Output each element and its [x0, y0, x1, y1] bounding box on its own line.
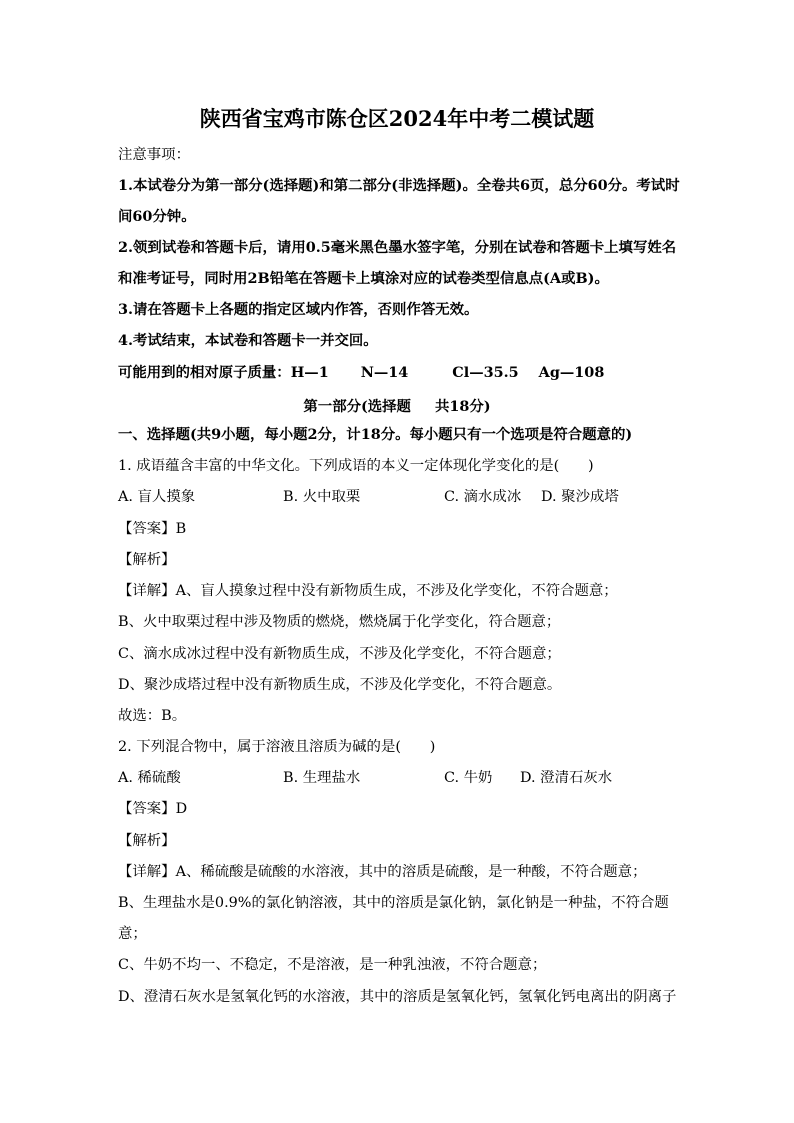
q2-detail-3: C、牛奶不均一、不稳定，不是溶液，是一种乳浊液，不符合题意； [118, 957, 547, 973]
atomic-mass-label: 可能用到的相对原子质量： [118, 364, 291, 381]
notice-item-2-line-1: 2.领到试卷和答题卡后，请用0.5毫米黑色墨水签字笔，分别在试卷和答题卡上填写姓名 [118, 239, 677, 256]
q2-option-c: C. 牛奶 [444, 770, 493, 786]
notice-item-3: 3.请在答题卡上各题的指定区域内作答，否则作答无效。 [118, 301, 479, 318]
q2-option-a: A. 稀硫酸 [118, 770, 181, 786]
q1-detail-4: D、聚沙成塔过程中没有新物质生成，不涉及化学变化，不符合题意。 [118, 677, 562, 693]
section1-heading: 一、选择题(共9小题，每小题2分，计18分。每小题只有一个选项是符合题意的) [118, 426, 633, 443]
notice-item-1-line-2: 间60分钟。 [118, 208, 196, 225]
q2-stem: 2. 下列混合物中，属于溶液且溶质为碱的是( ) [118, 739, 436, 755]
notice-item-4: 4.考试结束，本试卷和答题卡一并交回。 [118, 332, 378, 349]
q2-detail-1: 【详解】A、稀硫酸是硫酸的水溶液，其中的溶质是硫酸，是一种酸，不符合题意； [118, 864, 647, 880]
q2-analysis: 【解析】 [118, 833, 176, 849]
q1-option-d: D. 聚沙成塔 [541, 489, 619, 505]
notice-item-2-line-2: 和准考证号，同时用2B铅笔在答题卡上填涂对应的试卷类型信息点(A或B)。 [118, 270, 609, 287]
q1-detail-2: B、火中取栗过程中涉及物质的燃烧，燃烧属于化学变化，符合题意； [118, 614, 561, 630]
q1-option-a: A. 盲人摸象 [118, 489, 196, 505]
q1-stem: 1. 成语蕴含丰富的中华文化。下列成语的本义一定体现化学变化的是( ) [118, 458, 594, 474]
q2-detail-4: D、澄清石灰水是氢氧化钙的水溶液，其中的溶质是氢氧化钙，氢氧化钙电离出的阴离子 [118, 989, 677, 1005]
atomic-mass-h: H—1 [290, 364, 329, 381]
atomic-mass-ag: Ag—108 [538, 364, 605, 381]
notice-item-1-line-1: 1.本试卷分为第一部分(选择题)和第二部分(非选择题)。全卷共6页，总分60分。考试时 [118, 177, 680, 194]
page-title: 陕西省宝鸡市陈仓区2024年中考二模试题 [199, 106, 595, 131]
notice-heading: 注意事项： [118, 147, 190, 163]
atomic-mass-n: N—14 [360, 364, 409, 381]
q2-answer: 【答案】D [118, 801, 188, 817]
part1-heading-b: 共18分) [434, 398, 491, 415]
q2-option-d: D. 澄清石灰水 [520, 770, 613, 786]
q1-conclusion: 故选：B。 [118, 708, 187, 724]
q2-option-b: B. 生理盐水 [283, 770, 361, 786]
q1-option-b: B. 火中取栗 [283, 489, 361, 505]
q1-answer: 【答案】B [118, 521, 187, 537]
part1-heading-a: 第一部分(选择题 [303, 398, 411, 415]
q1-option-c: C. 滴水成冰 [444, 489, 522, 505]
part1-heading [0, 395, 794, 416]
q1-detail-3: C、滴水成冰过程中没有新物质生成，不涉及化学变化，不符合题意； [118, 646, 561, 662]
atomic-mass-line [118, 364, 604, 382]
atomic-mass-cl: Cl—35.5 [452, 364, 519, 381]
q2-detail-2-line-1: B、生理盐水是0.9%的氯化钠溶液，其中的溶质是氯化钠，氯化钠是一种盐，不符合题 [118, 895, 669, 911]
q1-detail-1: 【详解】A、盲人摸象过程中没有新物质生成，不涉及化学变化，不符合题意； [118, 583, 618, 599]
q1-analysis: 【解析】 [118, 552, 176, 568]
q2-detail-2-line-2: 意； [118, 926, 147, 942]
